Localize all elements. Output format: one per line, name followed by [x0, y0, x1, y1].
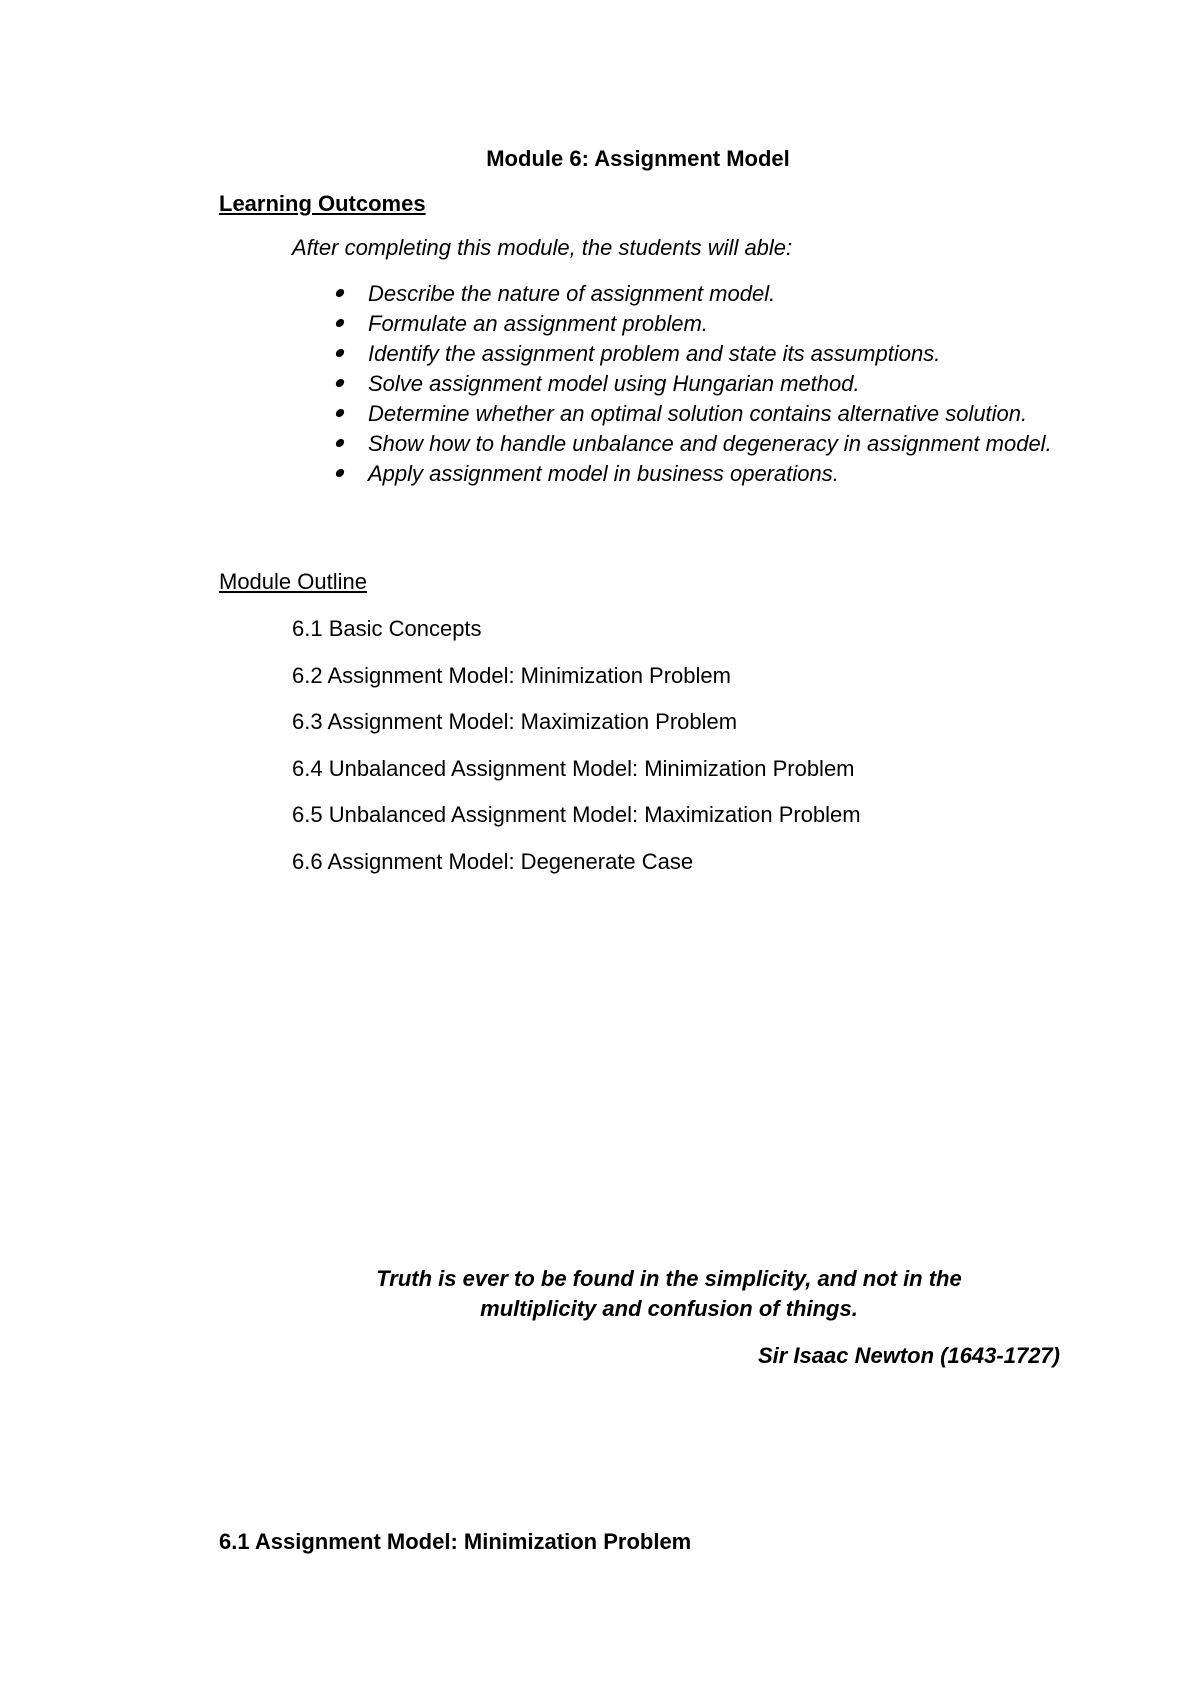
- learning-outcomes-list: [332, 279, 1072, 489]
- bullet-icon: [335, 319, 345, 327]
- outline-item: 6.3 Assignment Model: Maximization Problem: [292, 709, 738, 734]
- quote-line: multiplicity and confusion of things.: [480, 1296, 858, 1321]
- outline-item: 6.1 Basic Concepts: [292, 616, 482, 641]
- section-heading: 6.1 Assignment Model: Minimization Problem: [219, 1529, 692, 1554]
- quote-author: Sir Isaac Newton (1643-1727): [757, 1343, 1060, 1368]
- bullet-icon: [335, 469, 345, 477]
- list-item: [332, 459, 1072, 489]
- learning-outcomes-intro: After completing this module, the students will able:: [292, 235, 793, 260]
- outcome-text: Describe the nature of assignment model.: [368, 281, 776, 306]
- list-item: [332, 399, 1072, 429]
- module-outline-list: [292, 616, 861, 895]
- learning-outcomes-heading: Learning Outcomes: [219, 191, 426, 216]
- list-item: [332, 309, 1072, 339]
- list-item: [332, 429, 1072, 459]
- bullet-icon: [335, 409, 345, 417]
- outline-item: 6.6 Assignment Model: Degenerate Case: [292, 848, 694, 874]
- outcome-text: Formulate an assignment problem.: [368, 311, 708, 336]
- outcome-text: Identify the assignment problem and state its assumptions.: [368, 341, 941, 366]
- module-outline-heading: Module Outline: [219, 569, 367, 594]
- bullet-icon: [335, 289, 345, 297]
- bullet-icon: [335, 439, 345, 447]
- bullet-icon: [335, 349, 345, 357]
- list-item: [332, 369, 1072, 399]
- outline-item: 6.4 Unbalanced Assignment Model: Minimization Problem: [292, 755, 855, 781]
- outcome-text: Show how to handle unbalance and degeneracy in assignment model.: [368, 431, 1052, 456]
- quote-line: Truth is ever to be found in the simplicity, and not in the: [376, 1266, 962, 1291]
- list-item: [332, 339, 1072, 369]
- bullet-icon: [335, 379, 345, 387]
- outcome-text: Determine whether an optimal solution contains alternative solution.: [368, 401, 1028, 426]
- outcome-text: Apply assignment model in business operations.: [368, 461, 839, 486]
- quote-block: [0, 1264, 1200, 1324]
- outline-item: 6.2 Assignment Model: Minimization Problem: [292, 662, 731, 688]
- page-title: Module 6: Assignment Model: [486, 146, 790, 171]
- outline-item: 6.5 Unbalanced Assignment Model: Maximization Problem: [292, 802, 861, 827]
- list-item: [332, 279, 1072, 309]
- outcome-text: Solve assignment model using Hungarian method.: [368, 371, 860, 396]
